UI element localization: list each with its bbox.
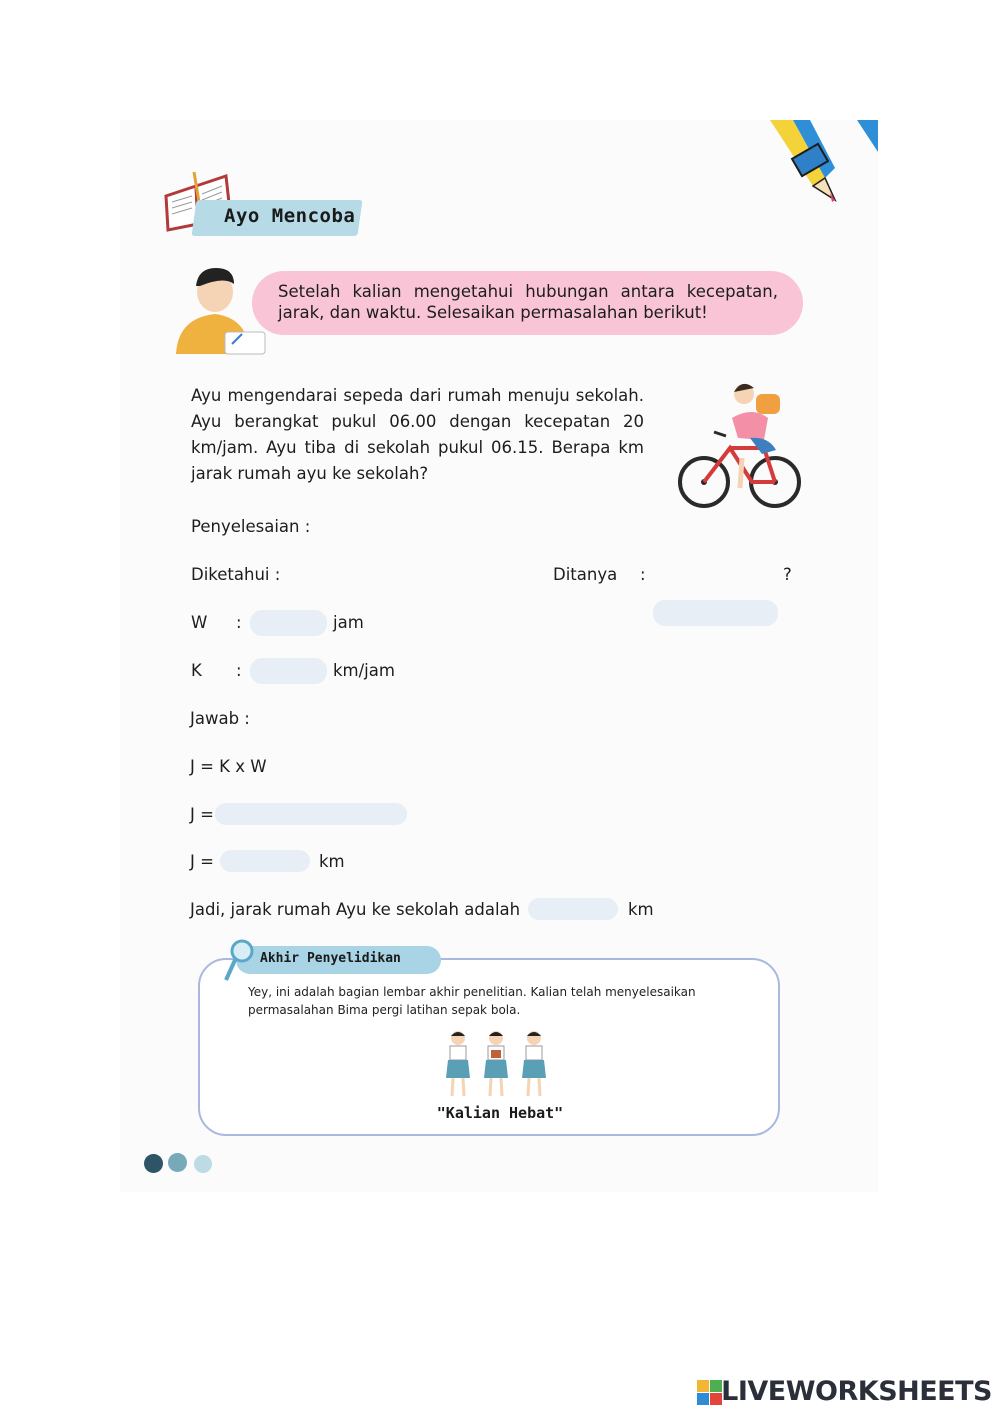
k-input[interactable]	[250, 658, 327, 684]
decor-dot-dark	[144, 1154, 163, 1173]
j-calc-label: J =	[190, 805, 214, 824]
magnifier-icon	[222, 938, 256, 984]
asked-label: Ditanya	[553, 565, 618, 584]
w-label: W	[191, 613, 208, 632]
conclusion-unit: km	[628, 900, 654, 919]
section-title: Ayo Mencoba	[224, 205, 356, 227]
w-colon: :	[236, 613, 242, 632]
students-illustration	[440, 1028, 556, 1102]
liveworksheets-logo-icon	[697, 1380, 723, 1406]
intro-text: Setelah kalian mengetahui hubungan antara kecepatan, jarak, dan waktu. Selesaikan permasalahan berikut!	[278, 282, 778, 322]
asked-input[interactable]	[653, 600, 778, 626]
conclusion-input[interactable]	[528, 898, 618, 920]
pencil-decoration-icon	[765, 120, 880, 210]
problem-text: Ayu mengendarai sepeda dari rumah menuju sekolah. Ayu berangkat pukul 06.00 dengan kecepatan 20 km/jam. Ayu tiba di sekolah pukul 06.15. Berapa km jarak rumah ayu ke sekolah?	[191, 386, 644, 483]
liveworksheets-brand[interactable]: LIVEWORKSHEETS	[721, 1376, 992, 1407]
final-box-text: Yey, ini adalah bagian lembar akhir penelitian. Kalian telah menyelesaikan permasalahan Bima pergi latihan sepak bola.	[248, 985, 696, 1017]
girl-cycling-illustration	[672, 378, 807, 512]
k-unit: km/jam	[333, 661, 395, 680]
w-unit: jam	[333, 613, 364, 632]
k-label: K	[191, 661, 202, 680]
j-calc-input[interactable]	[215, 803, 407, 825]
decor-dot-mid	[168, 1153, 187, 1172]
decor-dot-light	[194, 1155, 212, 1173]
final-box-caption: "Kalian Hebat"	[436, 1104, 564, 1122]
formula-text: J = K x W	[190, 757, 267, 776]
j-result-label: J =	[190, 852, 214, 871]
final-box-title: Akhir Penyelidikan	[260, 951, 401, 966]
k-colon: :	[236, 661, 242, 680]
asked-question-mark: ?	[783, 565, 792, 584]
known-label: Diketahui :	[191, 565, 281, 584]
w-input[interactable]	[250, 610, 327, 636]
answer-label: Jawab :	[190, 709, 250, 728]
j-result-unit: km	[319, 852, 345, 871]
asked-colon: :	[640, 565, 646, 584]
conclusion-text: Jadi, jarak rumah Ayu ke sekolah adalah	[190, 900, 521, 919]
j-result-input[interactable]	[220, 850, 310, 872]
solution-heading: Penyelesaian :	[191, 517, 311, 536]
